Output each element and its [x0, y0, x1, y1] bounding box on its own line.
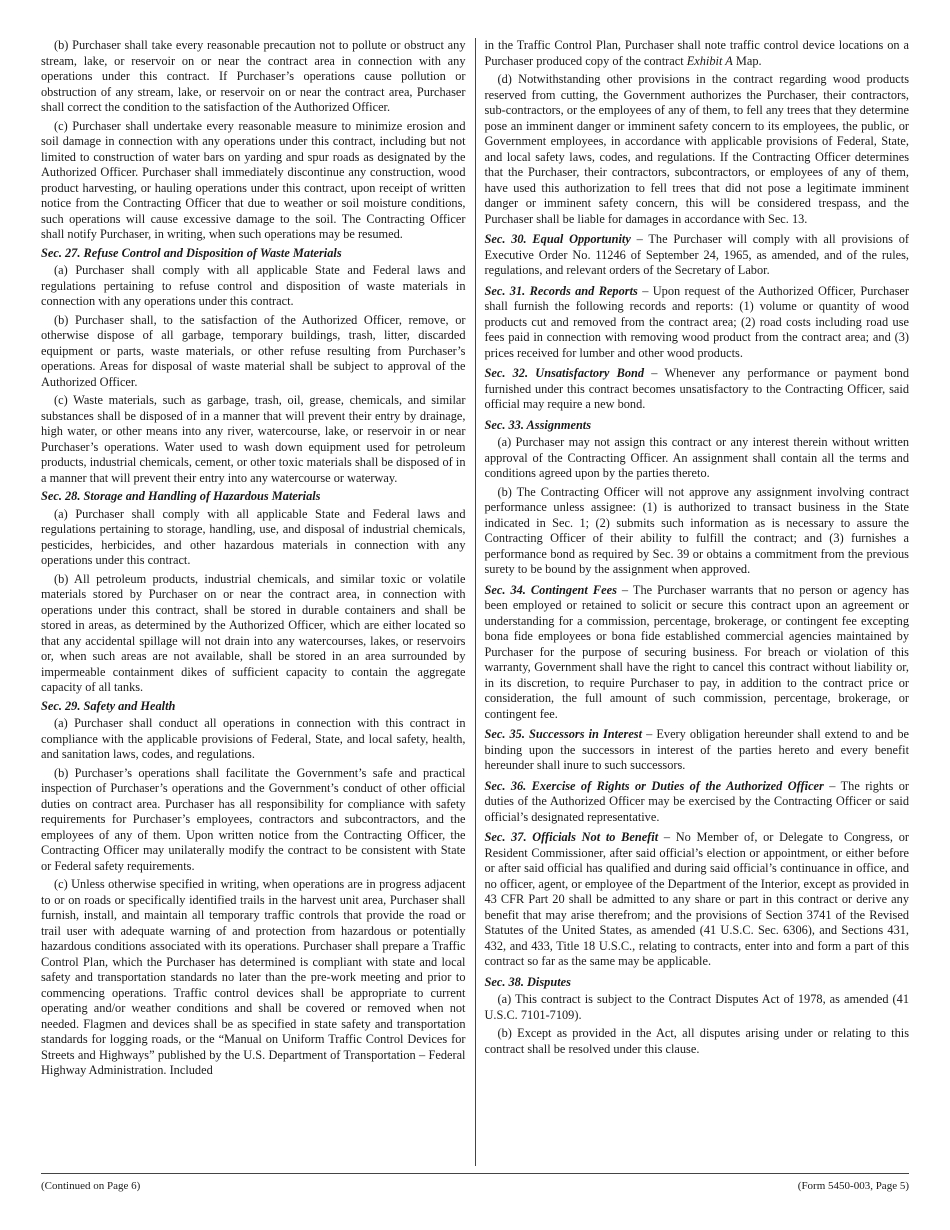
sec27-c-paragraph: (c) Waste materials, such as garbage, trash, oil, grease, chemicals, and similar substances shall be disposed of in a manner that will prevent their entry by drainage, high water, or other means into any river, watercourse, lake, or reservoir in or near Purchaser’s operations. Water used to wash down equipment used for petroleum products, industrial chemicals, cement, or other toxic materials shall be disposed of in a manner that will prevent their entry into any watercourse or waterway.: [41, 393, 466, 485]
sec33-b-paragraph: (b) The Contracting Officer will not approve any assignment involving contract performance unless assignee: (1) is authorized to transact business in the State indicated in Sec. 1; (2) submits such information as is necessary to assure the Contracting Officer of their ability to fulfill the contract; and (3) furnishes a performance bond as required by Sec. 39 or obtains a commitment from the previous surety to be bound by the assignment when approved.: [484, 484, 909, 576]
sec31-text: – Upon request of the Authorized Officer, Purchaser shall furnish the following records and reports: (1) volume or quantity of wood products cut and removed from the contract area; (2) road costs including road use fees paid in connection with removing wood product from the contract area; and (3) prices received for lumber and other wood products.: [484, 283, 909, 360]
sec26-b-paragraph: (b) Purchaser shall take every reasonable precaution not to pollute or obstruct any stream, lake, or reservoir on or near the contract area in connection with any operations under this contract. If Purchaser’s operations cause pollution or obstruction of any stream, lake, or reservoir on or near the contract area, Purchaser shall correct the condition to the satisfaction of the Authorized Officer.: [41, 38, 466, 114]
sec27-a-paragraph: (a) Purchaser shall comply with all applicable State and Federal laws and regulations pertaining to refuse control and disposition of waste materials in connection with any operations under this contract.: [41, 263, 466, 308]
sec35-heading: Sec. 35. Successors in Interest: [484, 727, 643, 741]
sec29-b-paragraph: (b) Purchaser’s operations shall facilitate the Government’s safe and practical inspection of Purchaser’s operations and the Government’s conduct of other official duties on contract area. Purchaser has all responsibility for compliance with safety requirements for Purchaser’s employees, contractors and subcontractors, and the employees of any of them. Upon written notice from the Contracting Officer, the Contracting Officer may unilaterally modify the contract to be consistent with State or Federal safety requirements.: [41, 765, 466, 873]
sec32-heading: Sec. 32. Unsatisfactory Bond: [484, 366, 645, 380]
sec27-b-paragraph: (b) Purchaser shall, to the satisfaction of the Authorized Officer, remove, or otherwise dispose of all garbage, temporary buildings, trash, litter, discarded equipment or parts, waste materials, or other refuse resulting from Purchaser’s operations. Areas for disposal of waste material shall be subject to approval of the Authorized Officer.: [41, 312, 466, 389]
sec36-heading: Sec. 36. Exercise of Rights or Duties of the Authorized Officer: [484, 778, 824, 793]
sec30-paragraph: [485, 232, 910, 279]
sec34-paragraph: [485, 583, 910, 723]
left-column: [41, 38, 475, 1168]
sec29-d-paragraph: (d) Notwithstanding other provisions in the contract regarding wood products reserved from cutting, the Government authorizes the Purchaser, their contractors, sub-contractors, or the employees of any of them, to fell any trees that they determine pose an imminent danger or imminent safety concern to its employees, the public, or Government employees, in accordance with applicable provisions of Federal, State, and local safety laws, codes, and regulations. If the Contracting Officer determines that the Purchaser, their contractors, subcontractors, or employees of any of them, have used this authorization to fell trees that did not pose a legitimate imminent danger or imminent safety concern, this will be considered trespass, and the Purchaser shall be liable for damages in accordance with Sec. 13.: [484, 72, 909, 226]
continued-note: (Continued on Page 6): [41, 1180, 141, 1192]
sec28-b-paragraph: (b) All petroleum products, industrial chemicals, and similar toxic or volatile materials stored by Purchaser on or near the contract area, in connection with operations under this contract, shall be stored in durable containers and shall be stored in areas, as determined by the Authorized Officer, which are either located so that any accidental spillage will not drain into any watercourses, lakes, or reservoirs or, when such areas are not available, shall be stored in an area surrounded by impermeable containment dikes of sufficient capacity to contain the aggregate capacity of all tanks.: [41, 571, 466, 694]
sec32-paragraph: [485, 366, 910, 413]
sec32-text: – Whenever any performance or payment bond furnished under this contract becomes unsatisfactory to the Contracting Officer, said official may require a new bond.: [484, 366, 909, 411]
exhibit-a-reference: Exhibit A: [686, 53, 733, 68]
sec29-c-cont-text-a: in the Traffic Control Plan, Purchaser shall note traffic control device locations on a Purchaser produced copy of the contract: [484, 38, 909, 68]
sec31-paragraph: [485, 284, 910, 362]
sec38-heading: Sec. 38. Disputes: [484, 974, 571, 989]
sec34-heading: Sec. 34. Contingent Fees: [484, 582, 617, 597]
document-page: [41, 38, 909, 1168]
sec30-heading: Sec. 30. Equal Opportunity: [484, 232, 631, 246]
sec37-heading: Sec. 37. Officials Not to Benefit: [484, 830, 659, 844]
sec29-c-paragraph: (c) Unless otherwise specified in writing, when operations are in progress adjacent to or on roads or specifically identified trails in the harvest unit area, Purchaser shall furnish, install, and maintain all temporary traffic controls that provide the road or trail user with adequate warning of and protection from hazardous or potentially hazardous conditions associated with its operations. Purchaser shall prepare a Traffic Control Plan, which the Purchaser has determined is compliant with state and local safety and transportation standards no later than the pre-work meeting and prior to commencing operations. Traffic control devices shall be appropriate to current operating and/or weather conditions and shall be covered or removed when not needed. Flagmen and devices shall be as specified in state safety and transportation standards for logging roads, or the “Manual on Uniform Traffic Control Devices for Streets and Highways” published by the U.S. Department of Transportation – Federal Highway Administration. Included: [41, 877, 466, 1077]
sec29-c-continued: [485, 38, 910, 69]
sec27-heading: Sec. 27. Refuse Control and Disposition of Waste Materials: [41, 245, 342, 260]
sec35-paragraph: [485, 727, 910, 774]
right-column: [476, 38, 910, 1168]
sec37-text: – No Member of, or Delegate to Congress, or Resident Commissioner, after said official’s election or appointment, or either before or after said official has qualified and during said official’s continuance in office, and no officer, agent, or employee of the Department of the Interior, except as provided in 43 CFR Part 20 shall be admitted to any share or part in this contract or derive any benefit that may arise therefrom; and the provisions of Section 3741 of the Revised Statutes of the United States, as amended (41 U.S.C. Sec. 6306), and Sections 431, 432, and 433, Title 18 U.S.C., relating to contracts, enter into and form a part of this contract so far as the same may be applicable.: [484, 830, 909, 968]
sec29-c-cont-text-b: Map.: [732, 53, 762, 68]
sec34-text: – The Purchaser warrants that no person or agency has been employed or retained to solicit or secure this contract upon an agreement or understanding for a commission, percentage, brokerage, or contingent fee excepting bona fide employees or bona fide established commercial agencies maintained by Purchaser for the purpose of securing business. For breach or violation of this warranty, Government shall have the right to cancel this contract without liability or, in its discretion, to require Purchaser to pay, in addition to the contract price or consideration, the full amount of such commission, percentage, brokerage, or contingent fee.: [484, 582, 910, 721]
sec33-heading: Sec. 33. Assignments: [484, 417, 592, 432]
sec28-heading: Sec. 28. Storage and Handling of Hazardous Materials: [41, 489, 321, 503]
sec31-heading: Sec. 31. Records and Reports: [484, 283, 638, 298]
sec35-text: – Every obligation hereunder shall extend to and be binding upon the successors in interest of the parties hereto and every benefit hereunder shall inure to such successors.: [484, 727, 909, 772]
sec38-b-paragraph: (b) Except as provided in the Act, all disputes arising under or relating to this contract shall be resolved under this clause.: [484, 1026, 909, 1056]
sec37-paragraph: [485, 830, 910, 970]
sec29-a-paragraph: (a) Purchaser shall conduct all operations in connection with this contract in compliance with the applicable provisions of Federal, State, and local safety, health, and sanitation laws, codes, and regulations.: [41, 716, 466, 761]
form-page-number: (Form 5450-003, Page 5): [797, 1180, 909, 1192]
sec28-a-paragraph: (a) Purchaser shall comply with all applicable State and Federal laws and regulations pertaining to storage, handling, use, and disposal of industrial chemicals, pesticides, herbicides, and other hazardous materials in connection with any operations under this contract.: [41, 506, 466, 567]
footer-rule: [41, 1173, 909, 1174]
sec36-text: – The rights or duties of the Authorized Officer may be exercised by the Contracting Officer or said official’s designated representative.: [484, 778, 910, 824]
sec33-a-paragraph: (a) Purchaser may not assign this contract or any interest therein without written approval of the Contracting Officer. An assignment shall contain all the terms and conditions agreed upon by the parties thereto.: [484, 435, 909, 480]
sec30-text: – The Purchaser will comply with all provisions of Executive Order No. 11246 of September 24, 1965, as amended, and of the rules, regulations, and relevant orders of the Secretary of Labor.: [484, 232, 910, 277]
sec26-c-paragraph: (c) Purchaser shall undertake every reasonable measure to minimize erosion and soil damage in connection with any operations under this contract, including but not limited to construction of water bars on yarding and spur roads as designated by the Authorized Officer. Purchaser shall immediately discontinue any construction, wood product harvesting, or hauling operations under this contract, upon receipt of written notice from the Contracting Officer that due to weather or soil moisture conditions, such operations will cause excessive damage to the soil. The Contracting Officer shall notify Purchaser, in writing, when such operations may be resumed.: [41, 118, 466, 241]
sec36-paragraph: [485, 779, 910, 826]
sec38-a-paragraph: (a) This contract is subject to the Contract Disputes Act of 1978, as amended (41 U.S.C. 7101-7109).: [484, 992, 909, 1022]
sec29-heading: Sec. 29. Safety and Health: [41, 698, 176, 713]
